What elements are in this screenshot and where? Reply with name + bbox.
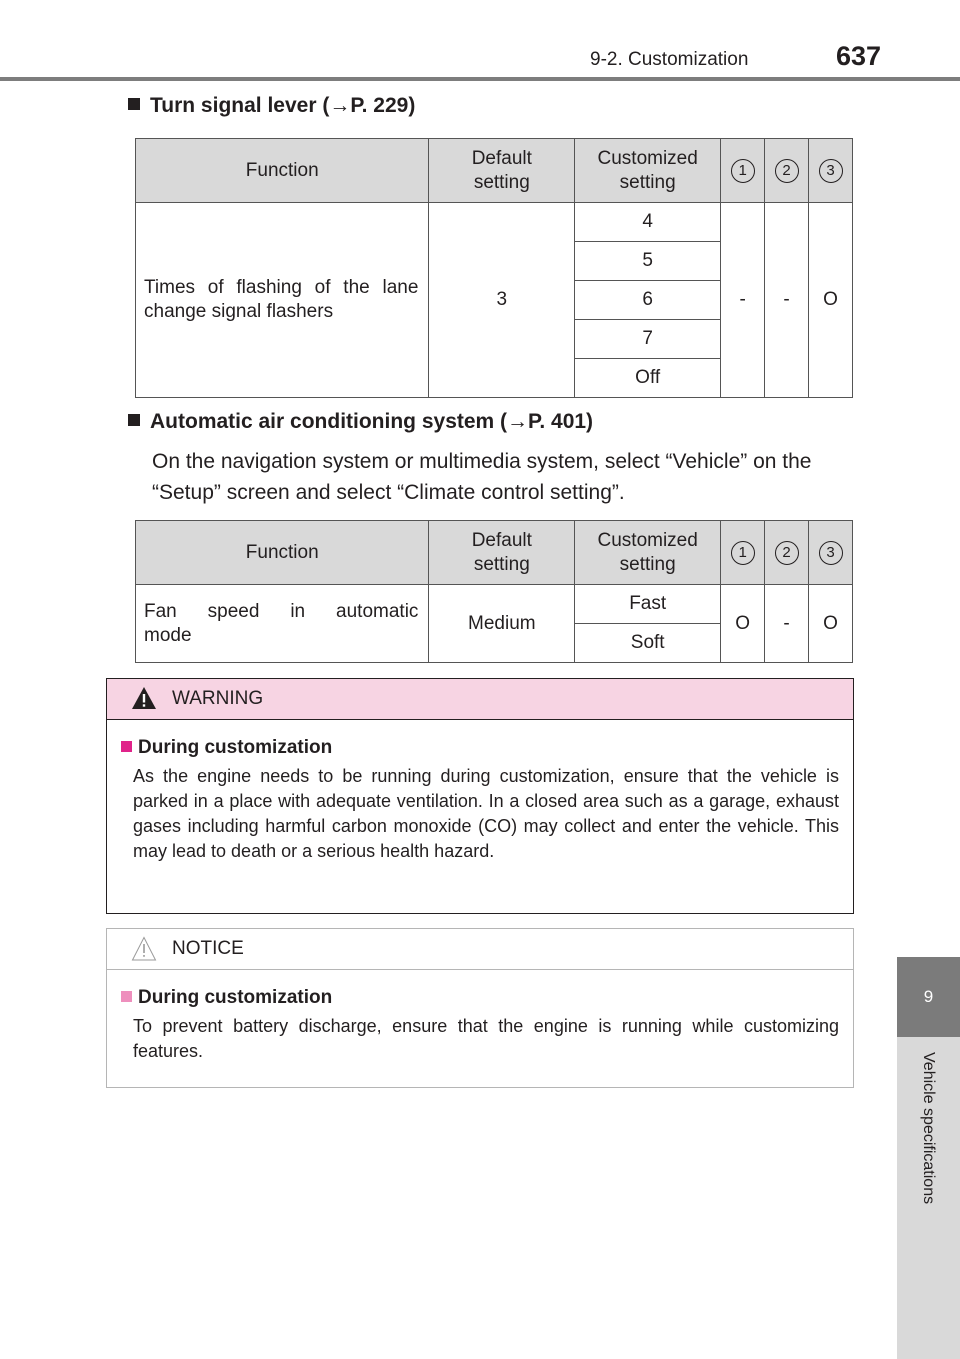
page-number: 637 <box>836 41 882 71</box>
header-col-2 <box>765 139 809 203</box>
col-3-cell: O <box>809 585 853 663</box>
notice-box <box>106 928 854 1088</box>
warning-header <box>107 679 853 720</box>
circled-2-icon: 2 <box>775 541 799 565</box>
header-customized <box>575 139 721 203</box>
circled-3-icon: 3 <box>819 159 843 183</box>
col-1-cell: - <box>721 203 765 398</box>
default-cell: Medium <box>429 585 575 663</box>
square-bullet-icon <box>121 991 132 1002</box>
circled-2-icon: 2 <box>775 159 799 183</box>
header-customized-text: Customized setting <box>597 147 698 193</box>
chapter-side-tab[interactable] <box>897 957 960 1359</box>
col-2-cell: - <box>765 585 809 663</box>
heading-text: Turn signal lever (→P. 229) <box>150 94 416 117</box>
instruction-paragraph: On the navigation system or multimedia system, select “Vehicle” on the “Setup” screen and select “Climate control setting”. <box>152 450 812 504</box>
notice-text: To prevent battery discharge, ensure that the engine is running while customizing features. <box>133 1016 839 1061</box>
header-default-text: Default setting <box>471 147 532 193</box>
chapter-number: 9 <box>897 957 960 1037</box>
header-function: Function <box>136 521 429 585</box>
notice-subheading-text: During customization <box>138 987 333 1008</box>
header-function: Function <box>136 139 429 203</box>
header-customized-text: Customized setting <box>597 529 698 575</box>
header-col-3 <box>809 139 853 203</box>
custom-option: 6 <box>575 281 721 320</box>
warning-triangle-icon <box>131 686 157 710</box>
custom-option: 4 <box>575 203 721 242</box>
warning-subheading-text: During customization <box>138 737 333 758</box>
circled-1-icon: 1 <box>731 159 755 183</box>
col-3-cell: O <box>809 203 853 398</box>
notice-title: NOTICE <box>172 938 244 959</box>
custom-option: Soft <box>575 624 721 663</box>
turn-signal-table <box>135 138 853 398</box>
header-rule <box>0 77 960 81</box>
custom-option: Fast <box>575 585 721 624</box>
circled-1-icon: 1 <box>731 541 755 565</box>
square-bullet-icon <box>128 414 140 426</box>
section-heading-turn-signal <box>128 94 415 118</box>
custom-option: 7 <box>575 320 721 359</box>
custom-option: 5 <box>575 242 721 281</box>
warning-subheading <box>121 737 332 759</box>
function-cell <box>136 203 429 398</box>
header-col-1 <box>721 139 765 203</box>
warning-text: As the engine needs to be running during customization, ensure that the vehicle is parked in a place with adequate ventilation. In a closed area such as a garage, exhaust gases including harmful carbon monoxide (CO) may collect and enter the vehicle. This may lead to death or a serious health hazard. <box>133 766 839 861</box>
function-text-line2: mode <box>144 624 192 646</box>
warning-title: WARNING <box>172 688 264 709</box>
header-col-3 <box>809 521 853 585</box>
function-text-line1: Fan speed in automatic <box>144 600 419 622</box>
function-text: Times of flashing of the lane change signal flashers <box>144 277 419 322</box>
square-bullet-icon <box>121 741 132 752</box>
square-bullet-icon <box>128 98 140 110</box>
custom-option: Off <box>575 359 721 398</box>
notice-header <box>107 929 853 970</box>
default-cell: 3 <box>429 203 575 398</box>
header-customized <box>575 521 721 585</box>
notice-subheading <box>121 987 332 1009</box>
section-title: 9-2. Customization <box>590 49 749 70</box>
header-col-2 <box>765 521 809 585</box>
header-default <box>429 521 575 585</box>
air-conditioning-table <box>135 520 853 663</box>
function-cell <box>136 585 429 663</box>
header-default <box>429 139 575 203</box>
section-heading-air-conditioning <box>128 410 593 434</box>
circled-3-icon: 3 <box>819 541 843 565</box>
header-col-1 <box>721 521 765 585</box>
col-2-cell: - <box>765 203 809 398</box>
warning-box <box>106 678 854 914</box>
heading-text: Automatic air conditioning system (→P. 401) <box>150 410 594 433</box>
chapter-title: Vehicle specifications <box>920 1052 937 1205</box>
col-1-cell: O <box>721 585 765 663</box>
notice-triangle-icon <box>131 936 157 962</box>
header-default-text: Default setting <box>471 529 532 575</box>
